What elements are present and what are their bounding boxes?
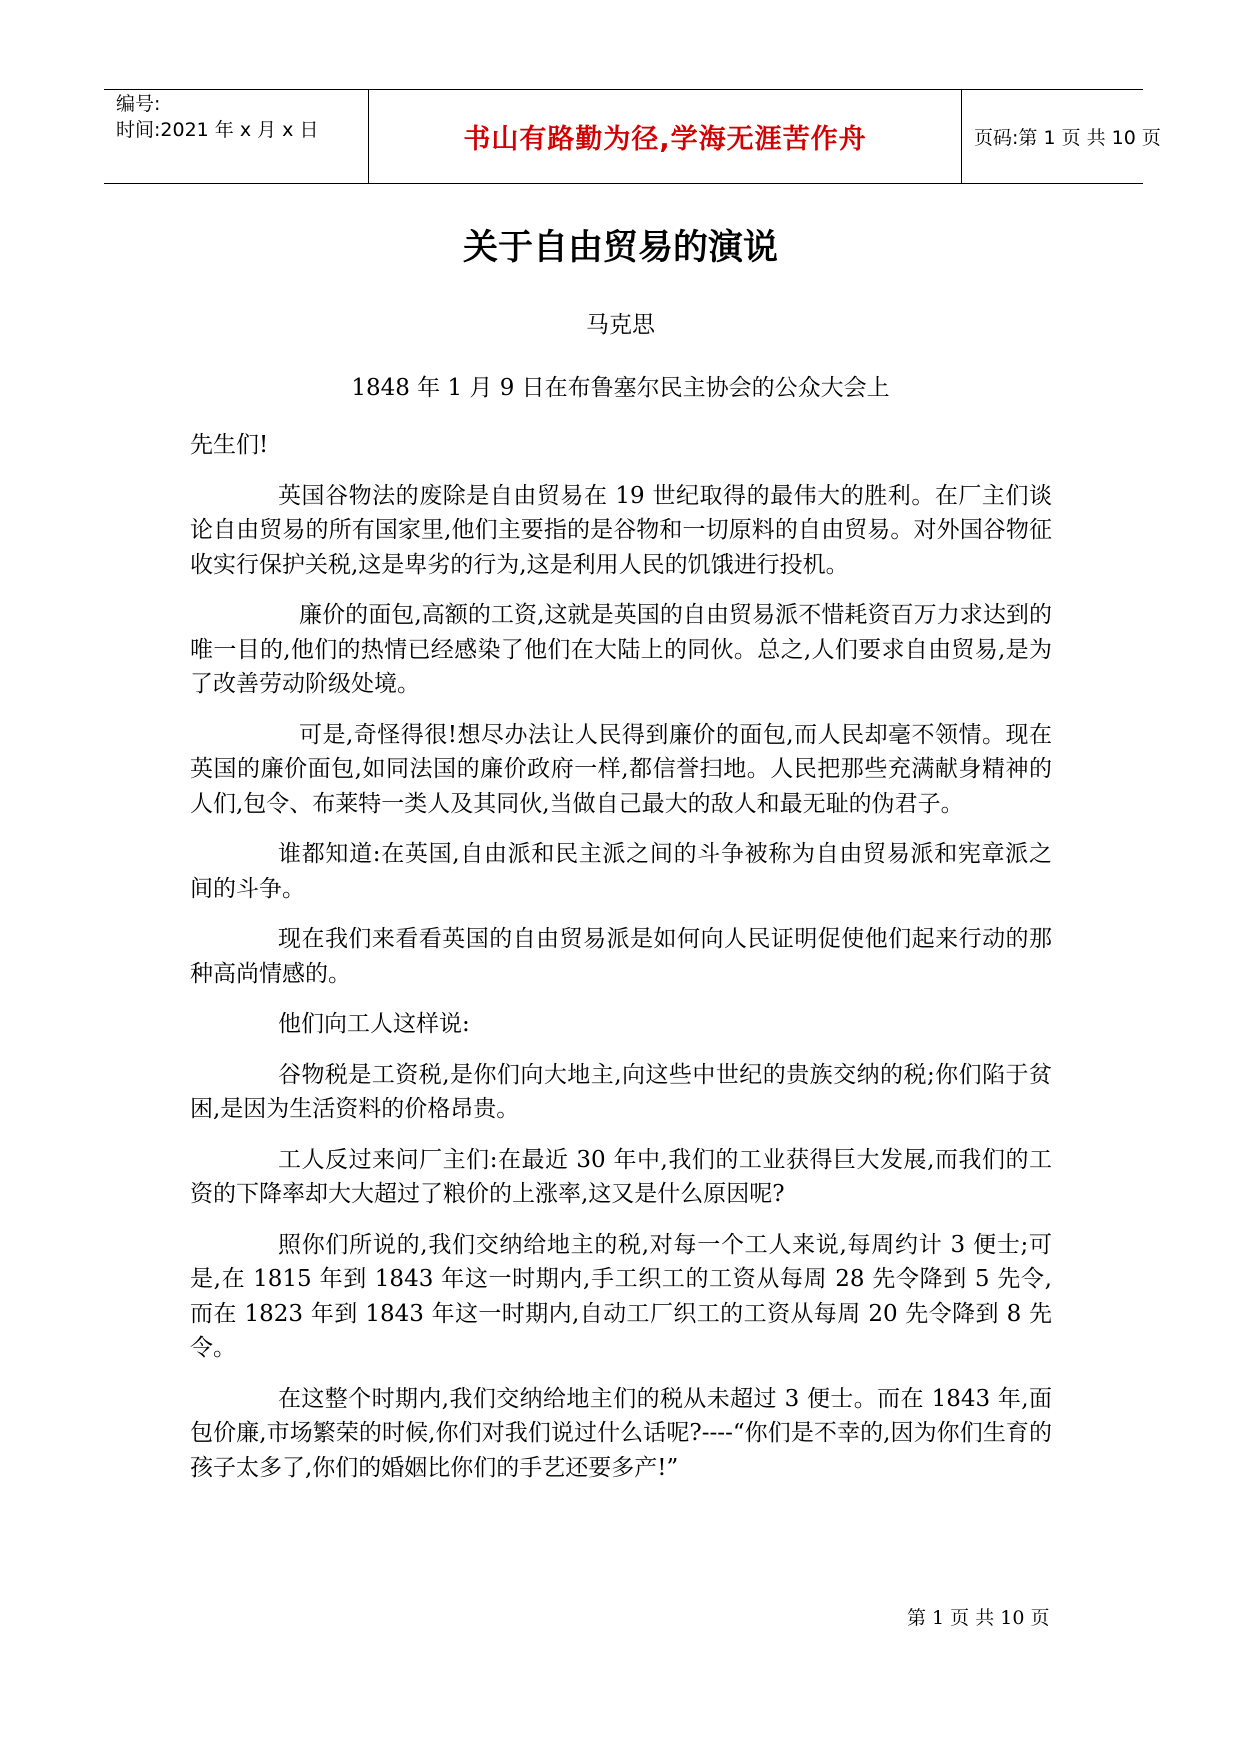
header-motto-cell <box>369 90 962 183</box>
paragraph: 谁都知道:在英国,自由派和民主派之间的斗争被称为自由贸易派和宪章派之间的斗争。 <box>190 841 1052 902</box>
document-time-label: 时间:2021 年 x 月 x 日 <box>116 119 319 141</box>
paragraph: 廉价的面包,高额的工资,这就是英国的自由贸易派不惜耗资百万力求达到的唯一目的,他们的热情已经感染了他们在大陆上的同伙。总之,人们要求自由贸易,是为了改善劳动阶级处境。 <box>190 602 1052 697</box>
document-number-label: 编号: <box>116 93 161 115</box>
greeting: 先生们! <box>190 432 269 458</box>
document-header <box>104 89 1161 184</box>
header-meta-cell <box>104 90 369 183</box>
paragraph: 谷物税是工资税,是你们向大地主,向这些中世纪的贵族交纳的税;你们陷于贫困,是因为生活资料的价格昂贵。 <box>190 1061 1052 1122</box>
paragraph: 照你们所说的,我们交纳给地主的税,对每一个工人来说,每周约计 3 便士;可是,在 1815 年到 1843 年这一时期内,手工织工的工资从每周 28 先令降到 5 先令,而在 1823 年到 1843 年这一时期内,自动工厂织工的工资从每周 20 先令降到 8 先令。 <box>190 1231 1052 1361</box>
header-page-cell <box>962 90 1161 183</box>
document-author: 马克思 <box>586 312 655 338</box>
page-footer: 第 1 页 共 10 页 <box>907 1607 1050 1629</box>
paragraph: 可是,奇怪得很!想尽办法让人民得到廉价的面包,而人民却毫不领情。现在英国的廉价面包,如同法国的廉价政府一样,都信誉扫地。人民把那些充满献身精神的人们,包令、布莱特一类人及其同伙,当做自己最大的敌人和最无耻的伪君子。 <box>190 721 1052 817</box>
header-motto: 书山有路勤为径,学海无涯苦作舟 <box>463 124 867 155</box>
paragraph: 英国谷物法的废除是自由贸易在 19 世纪取得的最伟大的胜利。在厂主们谈论自由贸易的所有国家里,他们主要指的是谷物和一切原料的自由贸易。对外国谷物征收实行保护关税,这是卑劣的行为,这是利用人民的饥饿进行投机。 <box>190 482 1052 578</box>
document-body <box>190 428 1052 1501</box>
paragraph: 工人反过来问厂主们:在最近 30 年中,我们的工业获得巨大发展,而我们的工资的下降率却大大超过了粮价的上涨率,这又是什么原因呢? <box>190 1146 1052 1207</box>
document-subtitle: 1848 年 1 月 9 日在布鲁塞尔民主协会的公众大会上 <box>351 375 890 401</box>
paragraph: 现在我们来看看英国的自由贸易派是如何向人民证明促使他们起来行动的那种高尚情感的。 <box>190 926 1052 987</box>
document-title: 关于自由贸易的演说 <box>462 228 778 268</box>
header-page-code: 页码:第 1 页 共 10 页 <box>974 127 1161 149</box>
paragraph: 在这整个时期内,我们交纳给地主们的税从未超过 3 便士。而在 1843 年,面包价廉,市场繁荣的时候,你们对我们说过什么话呢?----“你们是不幸的,因为你们生育的孩子太多了,你们的婚姻比你们的手艺还要多产!” <box>190 1385 1052 1481</box>
paragraph: 他们向工人这样说: <box>278 1011 470 1037</box>
